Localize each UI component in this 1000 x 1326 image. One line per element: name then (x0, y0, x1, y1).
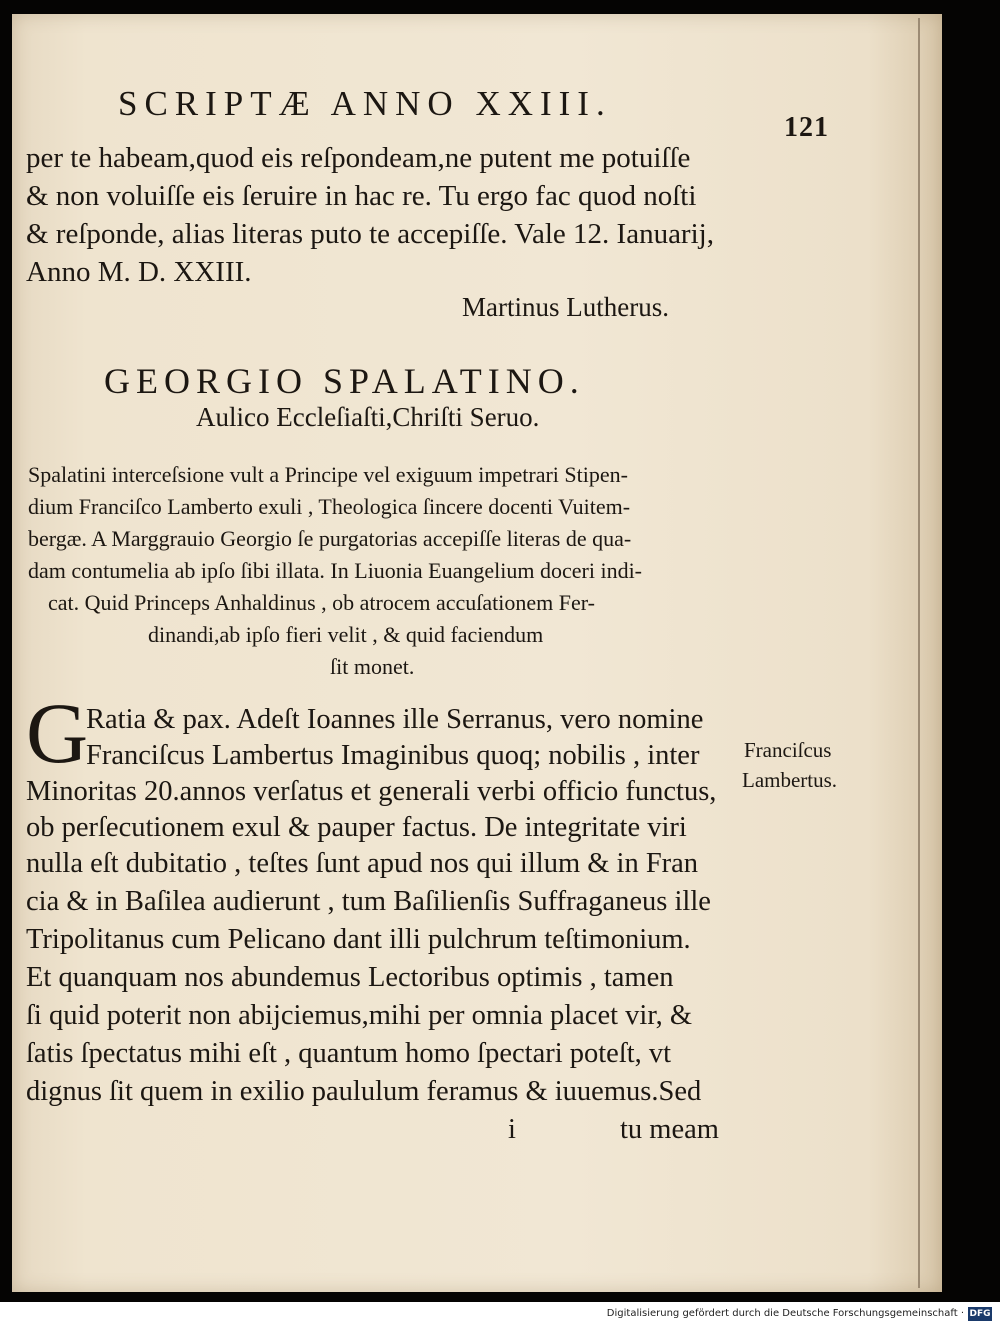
previous-letter-line: & non voluiſſe eis ſeruire in hac re. Tu ergo fac quod noſti (26, 180, 697, 212)
previous-letter-line: per te habeam,quod eis reſpondeam,ne putent me potuiſſe (26, 142, 691, 174)
running-head: SCRIPTÆ ANNO XXIII. (118, 84, 612, 123)
summary-line: Spalatini interceſsione vult a Principe vel exiguum impetrari Stipen- (28, 462, 628, 487)
catchword: tu meam (620, 1114, 719, 1145)
page-number: 121 (784, 112, 829, 143)
funding-credit: Digitalisierung gefördert durch die Deutsche Forschungsgemeinschaft · (606, 1308, 964, 1319)
letter-body-line: Et quanquam nos abundemus Lectoribus optimis , tamen (26, 962, 674, 993)
summary-line: bergæ. A Marggrauio Georgio ſe purgatorias accepiſſe literas de qua- (28, 526, 632, 551)
letter-body-line: ſatis ſpectatus mihi eſt , quantum homo ſpectari poteſt, vt (26, 1038, 672, 1069)
page-edge (918, 18, 920, 1288)
letter-body-line: ob perſecutionem exul & pauper factus. De integritate viri (26, 812, 687, 843)
drop-cap: G (26, 685, 89, 781)
signature-mark: i (508, 1114, 516, 1145)
dfg-logo-icon: DFG (969, 1309, 991, 1319)
letter-body-line: ſi quid poterit non abijciemus,mihi per omnia placet vir, & (26, 1000, 693, 1031)
previous-letter-line: & reſponde, alias literas puto te accepiſſe. Vale 12. Ianuarij, (26, 218, 714, 250)
letter-body-line: Franciſcus Lambertus Imaginibus quoq; nobilis , inter (86, 740, 700, 771)
letter-body-line: Ratia & pax. Adeſt Ioannes ille Serranus, vero nomine (86, 704, 704, 735)
letter-recipient-title: GEORGIO SPALATINO. (104, 361, 585, 401)
letter-body-line: cia & in Baſilea audierunt , tum Baſilienſis Suffraganeus ille (26, 886, 711, 917)
marginal-note-line: Lambertus. (742, 768, 838, 792)
previous-letter-line: Anno M. D. XXIII. (26, 256, 252, 288)
letter-body-line: nulla eſt dubitatio , teſtes ſunt apud nos qui illum & in Fran (26, 848, 699, 879)
summary-line: dium Franciſco Lamberto exuli , Theologica ſincere docenti Vuitem- (28, 494, 631, 519)
marginal-note-line: Franciſcus (744, 738, 832, 762)
summary-line: ſit monet. (330, 654, 415, 679)
letter-recipient-subtitle: Aulico Eccleſiaſti,Chriſti Seruo. (196, 402, 540, 432)
letter-body-line: Tripolitanus cum Pelicano dant illi pulchrum teſtimonium. (26, 924, 691, 955)
letter-body-line: dignus ſit quem in exilio paululum feramus & iuuemus.Sed (26, 1076, 702, 1107)
summary-line: dam contumelia ab ipſo ſibi illata. In Liuonia Euangelium doceri indi- (28, 558, 643, 583)
previous-letter-signature: Martinus Lutherus. (462, 292, 669, 322)
summary-line: dinandi,ab ipſo fieri velit , & quid faciendum (148, 622, 544, 647)
letter-body-line: Minoritas 20.annos verſatus et generali verbi officio functus, (26, 776, 717, 807)
summary-line: cat. Quid Princeps Anhaldinus , ob atrocem accuſationem Fer- (48, 590, 595, 615)
